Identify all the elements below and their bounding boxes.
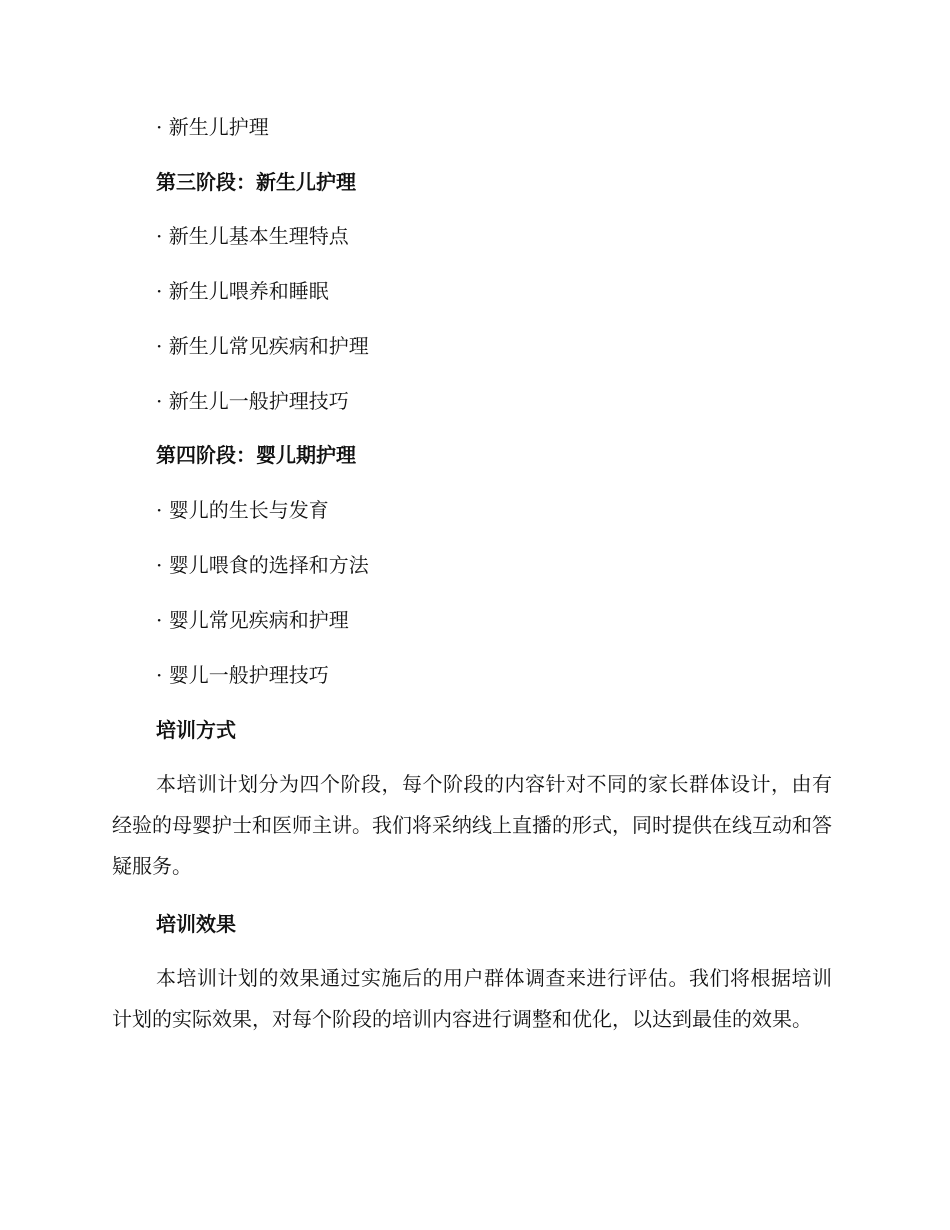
paragraph-training-method: 本培训计划分为四个阶段，每个阶段的内容针对不同的家长群体设计，由有经验的母婴护士和医师主讲。我们将采纳线上直播的形式，同时提供在线互动和答疑服务。: [112, 772, 832, 878]
section-heading-training-method: 培训方式: [156, 718, 236, 742]
list-item: · 婴儿一般护理技巧: [156, 663, 329, 687]
list-item: · 新生儿常见疾病和护理: [156, 334, 369, 358]
list-item: · 新生儿一般护理技巧: [156, 389, 349, 413]
section-heading-stage-4: 第四阶段：婴儿期护理: [156, 443, 356, 467]
list-item: · 新生儿护理: [156, 115, 269, 139]
list-item: · 婴儿的生长与发育: [156, 498, 329, 522]
list-item: · 新生儿基本生理特点: [156, 224, 349, 248]
section-heading-stage-3: 第三阶段：新生儿护理: [156, 170, 356, 194]
list-item: · 婴儿常见疾病和护理: [156, 608, 349, 632]
list-item: · 婴儿喂食的选择和方法: [156, 553, 369, 577]
list-item: · 新生儿喂养和睡眠: [156, 279, 329, 303]
section-heading-training-effect: 培训效果: [156, 912, 236, 936]
paragraph-training-effect: 本培训计划的效果通过实施后的用户群体调查来进行评估。我们将根据培训计划的实际效果，对每个阶段的培训内容进行调整和优化，以达到最佳的效果。: [112, 966, 832, 1031]
